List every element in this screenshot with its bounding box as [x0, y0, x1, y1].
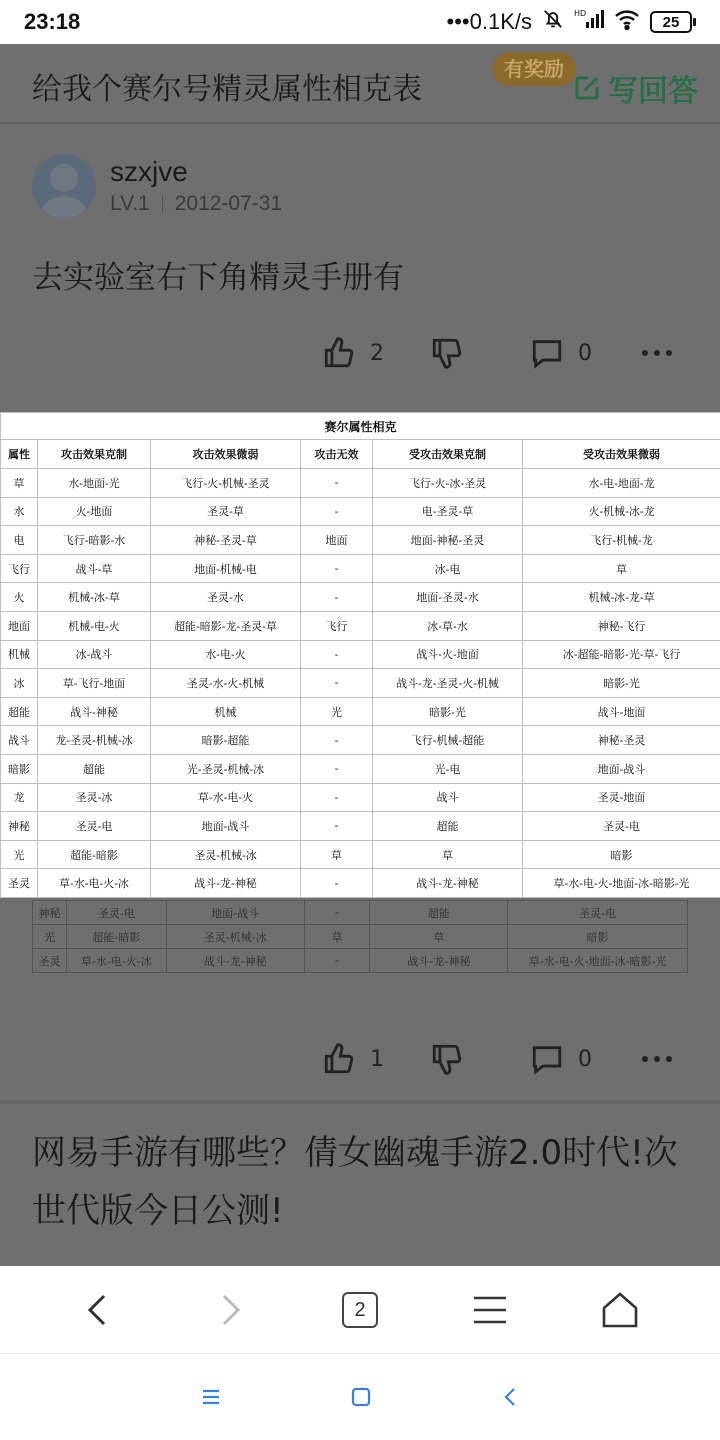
menu-icon [470, 1290, 510, 1330]
table-cell: 战斗-龙-神秘 [151, 869, 301, 898]
table-cell: 圣灵-水 [151, 583, 301, 612]
more-button[interactable] [640, 1042, 674, 1076]
table-row [1, 583, 720, 612]
table-cell: - [301, 783, 373, 812]
table-cell: 战斗 [373, 783, 523, 812]
table-cell: 龙-圣灵-机械-冰 [38, 726, 151, 755]
status-right [447, 8, 696, 36]
table-cell: 地面-战斗 [166, 901, 304, 925]
table-cell: 草 [301, 840, 373, 869]
comment-icon [530, 336, 564, 370]
table-row [1, 554, 720, 583]
table-cell: 飞行-暗影-水 [38, 526, 151, 555]
answer-date: 2012-07-31 [174, 192, 283, 215]
table-cell: 战斗-草 [38, 554, 151, 583]
table-cell: 机械-冰-草 [38, 583, 151, 612]
table-cell: 战斗-龙-圣灵-火-机械 [373, 669, 523, 698]
comment-count: 0 [578, 1046, 592, 1072]
table-cell: 战斗-龙-神秘 [166, 949, 304, 973]
thumbs-up-icon [322, 336, 356, 370]
dislike-button[interactable] [430, 336, 464, 370]
like-button[interactable] [322, 1042, 384, 1076]
table-cell: - [301, 726, 373, 755]
like-count: 1 [370, 1046, 384, 1072]
table-row [1, 669, 720, 698]
type-chart-image[interactable] [0, 412, 720, 898]
table-row [1, 812, 720, 841]
table-cell: 草-水-电-火-地面-冰-暗影-光 [508, 949, 688, 973]
table-cell: 水-地面-光 [38, 469, 151, 498]
home-icon [600, 1290, 640, 1330]
answer-footer-actions [0, 1038, 720, 1082]
type-chart-header-cell: 攻击效果微弱 [151, 440, 301, 469]
like-count: 2 [370, 340, 384, 366]
table-cell: 飞行-机械-龙 [523, 526, 720, 555]
table-cell: 战斗-地面 [523, 697, 720, 726]
table-cell: 圣灵-水-火-机械 [151, 669, 301, 698]
table-cell: 机械 [151, 697, 301, 726]
battery-level: 25 [650, 11, 692, 33]
table-row [33, 901, 688, 925]
wifi-icon [614, 8, 640, 36]
signal-icon [574, 8, 604, 36]
table-cell: 圣灵-草 [151, 497, 301, 526]
system-menu-button[interactable] [198, 1384, 224, 1410]
table-row [1, 497, 720, 526]
comment-icon [530, 1042, 564, 1076]
table-cell: 机械-冰-龙-草 [523, 583, 720, 612]
table-cell: 地面-机械-电 [151, 554, 301, 583]
table-cell: 神秘-飞行 [523, 611, 720, 640]
table-cell: 龙 [1, 783, 38, 812]
ghost-table [32, 900, 688, 973]
table-cell: - [304, 949, 370, 973]
answer-actions [0, 332, 720, 376]
table-row [1, 697, 720, 726]
type-chart-header-cell: 受攻击效果微弱 [523, 440, 720, 469]
mute-icon [542, 8, 564, 36]
table-cell: 冰-超能-暗影-光-草-飞行 [523, 640, 720, 669]
table-cell: 冰-电 [373, 554, 523, 583]
table-cell: 机械-电-火 [38, 611, 151, 640]
table-cell: 暗影 [508, 925, 688, 949]
avatar[interactable] [32, 154, 96, 218]
table-cell: 神秘 [33, 901, 67, 925]
comment-button[interactable] [530, 1042, 592, 1076]
type-chart-header-row [1, 440, 720, 469]
author-level: LV.1 [110, 192, 150, 215]
svg-text:HD: HD [574, 9, 587, 18]
table-cell: 光 [33, 925, 67, 949]
table-cell: 暗影 [1, 754, 38, 783]
table-cell: 战斗-龙-神秘 [370, 949, 508, 973]
table-row [33, 925, 688, 949]
table-cell: - [301, 754, 373, 783]
table-cell: 火-机械-冰-龙 [523, 497, 720, 526]
table-cell: 圣灵-机械-冰 [166, 925, 304, 949]
table-row [1, 840, 720, 869]
table-cell: - [301, 554, 373, 583]
more-icon [640, 1042, 674, 1076]
table-cell: 光 [1, 840, 38, 869]
table-cell: 飞行 [301, 611, 373, 640]
table-cell: 神秘-圣灵-草 [151, 526, 301, 555]
system-nav-bar [0, 1354, 720, 1440]
tabs-icon [342, 1292, 378, 1328]
status-bar [0, 0, 720, 44]
table-cell: 草 [370, 925, 508, 949]
battery-icon [650, 11, 696, 33]
type-chart-header-cell: 攻击无效 [301, 440, 373, 469]
system-back-button[interactable] [498, 1384, 524, 1410]
table-cell: 暗影 [523, 840, 720, 869]
table-cell: 水-电-火 [151, 640, 301, 669]
table-cell: 圣灵-电 [66, 901, 166, 925]
table-cell: 地面 [1, 611, 38, 640]
question-header [0, 44, 720, 124]
table-row [1, 526, 720, 555]
browser-tabs-button[interactable] [338, 1288, 382, 1332]
table-row [33, 949, 688, 973]
table-cell: 暗影-光 [373, 697, 523, 726]
reward-badge: 有奖励 [492, 52, 576, 86]
question-title: 给我个赛尔号精灵属性相克表 [32, 72, 422, 107]
forward-icon [210, 1290, 250, 1330]
thumbs-up-icon [322, 1042, 356, 1076]
browser-home-button[interactable] [598, 1288, 642, 1332]
table-cell: 草-水-电-火-冰 [66, 949, 166, 973]
table-cell: 火 [1, 583, 38, 612]
table-cell: 草-水-电-火-地面-冰-暗影-光 [523, 869, 720, 898]
thumbs-down-icon [430, 1042, 464, 1076]
table-cell: 草 [373, 840, 523, 869]
table-cell: 圣灵-机械-冰 [151, 840, 301, 869]
table-row [1, 640, 720, 669]
table-cell: - [301, 497, 373, 526]
menu-icon [199, 1385, 223, 1409]
table-cell: 光 [301, 697, 373, 726]
table-cell: 超能-暗影-龙-圣灵-草 [151, 611, 301, 640]
table-cell: 飞行-机械-超能 [373, 726, 523, 755]
table-cell: 战斗-神秘 [38, 697, 151, 726]
table-cell: 草-飞行-地面 [38, 669, 151, 698]
square-icon [349, 1385, 373, 1409]
table-row [1, 754, 720, 783]
table-cell: 机械 [1, 640, 38, 669]
table-cell: 水-电-地面-龙 [523, 469, 720, 498]
write-answer-label: 写回答 [608, 74, 698, 109]
table-cell: - [301, 583, 373, 612]
table-cell: 超能 [38, 754, 151, 783]
table-row [1, 726, 720, 755]
type-chart-header-cell: 受攻击效果克制 [373, 440, 523, 469]
table-cell: 暗影-光 [523, 669, 720, 698]
table-cell: 战斗 [1, 726, 38, 755]
table-cell: 圣灵-冰 [38, 783, 151, 812]
table-cell: 草 [1, 469, 38, 498]
table-cell: 草-水-电-火-冰 [38, 869, 151, 898]
table-cell: 飞行-火-冰-圣灵 [373, 469, 523, 498]
table-cell: 电-圣灵-草 [373, 497, 523, 526]
table-row [1, 469, 720, 498]
table-cell: 地面 [301, 526, 373, 555]
table-cell: - [301, 669, 373, 698]
table-cell: 地面-神秘-圣灵 [373, 526, 523, 555]
type-chart-header-cell: 攻击效果克制 [38, 440, 151, 469]
edit-icon [572, 73, 602, 103]
comment-button[interactable] [530, 336, 592, 370]
table-row [1, 783, 720, 812]
table-cell: 圣灵-电 [523, 812, 720, 841]
table-cell: 草 [523, 554, 720, 583]
table-cell: 草 [304, 925, 370, 949]
table-cell: 地面-战斗 [523, 754, 720, 783]
back-icon [499, 1385, 523, 1409]
network-speed: •••0.1K/s [446, 9, 532, 34]
table-cell: 超能 [373, 812, 523, 841]
table-cell: 光-电 [373, 754, 523, 783]
table-cell: 超能-暗影 [38, 840, 151, 869]
table-cell: 冰 [1, 669, 38, 698]
answer-text: 去实验室右下角精灵手册有 [32, 260, 404, 296]
table-cell: 草-水-电-火 [151, 783, 301, 812]
table-cell: 火-地面 [38, 497, 151, 526]
table-cell: 超能 [370, 901, 508, 925]
table-cell: 战斗-火-地面 [373, 640, 523, 669]
table-cell: - [301, 469, 373, 498]
dislike-button[interactable] [430, 1042, 464, 1076]
table-cell: 电 [1, 526, 38, 555]
back-icon [78, 1290, 118, 1330]
comment-count: 0 [578, 340, 592, 366]
table-cell: 圣灵 [1, 869, 38, 898]
table-cell: 圣灵 [33, 949, 67, 973]
table-row [1, 611, 720, 640]
table-cell: 冰-草-水 [373, 611, 523, 640]
table-cell: 战斗-龙-神秘 [373, 869, 523, 898]
browser-menu-button[interactable] [468, 1288, 512, 1332]
table-cell: 飞行 [1, 554, 38, 583]
like-button[interactable] [322, 336, 384, 370]
table-cell: 神秘 [1, 812, 38, 841]
write-answer-button[interactable] [572, 66, 698, 110]
type-chart-table [0, 412, 720, 898]
table-cell: - [301, 640, 373, 669]
browser-toolbar [0, 1266, 720, 1354]
more-button[interactable] [640, 336, 674, 370]
table-cell: 圣灵-电 [508, 901, 688, 925]
type-chart-caption: 赛尔属性相克 [1, 413, 720, 440]
table-cell: - [301, 869, 373, 898]
table-cell: 飞行-火-机械-圣灵 [151, 469, 301, 498]
section-divider [0, 1100, 720, 1104]
table-cell: 超能-暗影 [66, 925, 166, 949]
status-time: 23:18 [24, 9, 81, 34]
table-cell: 水 [1, 497, 38, 526]
browser-forward-button[interactable] [208, 1288, 252, 1332]
table-cell: - [301, 812, 373, 841]
browser-back-button[interactable] [76, 1288, 120, 1332]
table-cell: 超能 [1, 697, 38, 726]
system-home-button[interactable] [348, 1384, 374, 1410]
more-icon [640, 336, 674, 370]
table-cell: - [304, 901, 370, 925]
thumbs-down-icon [430, 336, 464, 370]
table-cell: 圣灵-地面 [523, 783, 720, 812]
table-cell: 地面-战斗 [151, 812, 301, 841]
answer-author [32, 154, 692, 224]
table-cell: 冰-战斗 [38, 640, 151, 669]
table-cell: 圣灵-电 [38, 812, 151, 841]
table-row [1, 869, 720, 898]
author-name[interactable]: szxjve [110, 156, 188, 187]
author-meta [110, 192, 282, 216]
table-cell: 暗影-超能 [151, 726, 301, 755]
table-cell: 神秘-圣灵 [523, 726, 720, 755]
tab-count: 2 [354, 1298, 366, 1321]
type-chart-header-cell: 属性 [1, 440, 38, 469]
table-cell: 光-圣灵-机械-冰 [151, 754, 301, 783]
table-cell: 地面-圣灵-水 [373, 583, 523, 612]
ad-title[interactable]: 网易手游有哪些？倩女幽魂手游2.0时代!次世代版今日公测! [32, 1133, 678, 1231]
